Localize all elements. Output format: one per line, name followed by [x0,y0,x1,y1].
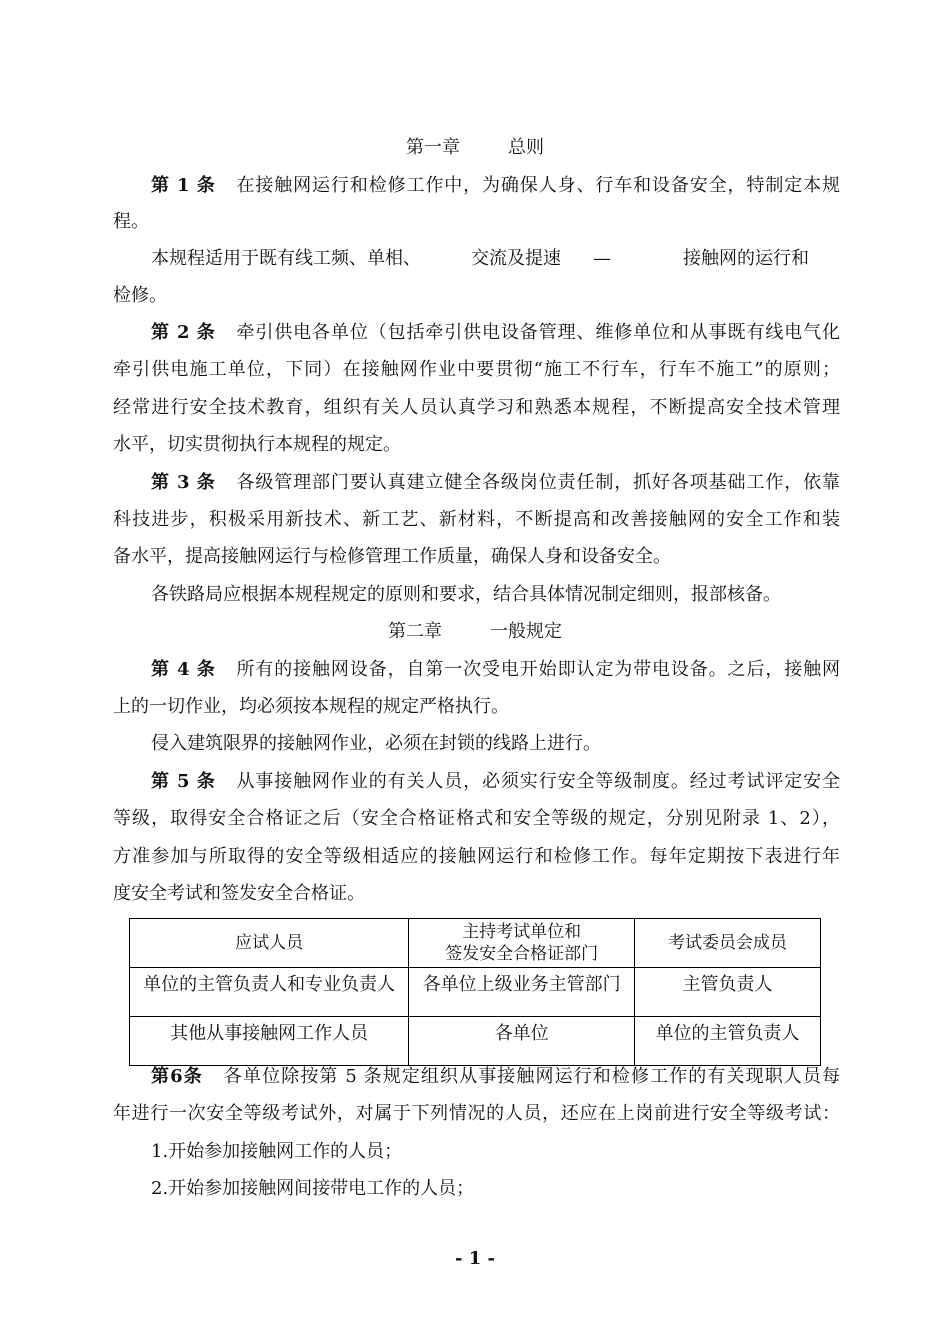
article-number: 第 3 条 [151,472,216,493]
chapter-number: 第一章 [406,137,460,158]
article-4-note: 侵入建筑限界的接触网作业，必须在封锁的线路上进行。 [151,733,601,754]
article-2-line-1: 第 2 条 牵引供电各单位（包括牵引供电设备管理、维修单位和从事既有线电气化 [151,322,840,343]
article-number: 第6条 [151,1066,203,1087]
article-3-note: 各铁路局应根据本规程规定的原则和要求，结合具体情况制定细则，报部核备。 [151,584,781,605]
header-host-unit: 主持考试单位和 签发安全合格证部门 [409,919,635,968]
scope-line-2: 检修。 [113,285,167,306]
scope-line-1: 本规程适用于既有线工频、单相、 交流及提速 — 接触网的运行和 [151,248,809,269]
table-cell: 单位的主管负责人 [635,1017,821,1066]
chapter-number: 第二章 [388,621,442,642]
table-cell: 各单位上级业务主管部门 [409,968,635,1017]
list-item: 2.开始参加接触网间接带电工作的人员； [151,1178,475,1199]
table-row [130,1017,821,1066]
article-3-line-1: 第 3 条 各级管理部门要认真建立健全各级岗位责任制，抓好各项基础工作，依靠 [151,472,840,493]
chapter-2-heading [0,620,950,644]
table-header-row [130,919,821,968]
article-number: 第 5 条 [151,771,216,792]
article-4-line-1: 第 4 条 所有的接触网设备，自第一次受电开始即认定为带电设备。之后，接触网 [151,659,840,680]
article-5-line-1: 第 5 条 从事接触网作业的有关人员，必须实行安全等级制度。经过考试评定安全 [151,771,840,792]
article-3-line-3: 备水平，提高接触网运行与检修管理工作质量，确保人身和设备安全。 [113,546,671,567]
chapter-title: 总则 [508,137,544,158]
article-number: 第 2 条 [151,322,216,343]
article-4-line-2: 上的一切作业，均必须按本规程的规定严格执行。 [113,696,509,717]
table-row [130,968,821,1017]
article-6-line-1: 第6条 各单位除按第 5 条规定组织从事接触网运行和检修工作的有关现职人员每 [151,1066,840,1087]
article-6-line-2: 年进行一次安全等级考试外，对属于下列情况的人员，还应在上岗前进行安全等级考试： [113,1103,840,1124]
article-5-line-2: 等级，取得安全合格证之后（安全合格证格式和安全等级的规定，分别见附录 1、2）， [113,808,840,829]
chapter-1-heading [0,136,950,160]
article-5-line-3: 方准参加与所取得的安全等级相适应的接触网运行和检修工作。每年定期按下表进行年 [113,846,840,867]
article-2-line-4: 水平，切实贯彻执行本规程的规定。 [113,434,401,455]
exam-table [129,918,821,1066]
article-1-line-1: 第 1 条 在接触网运行和检修工作中，为确保人身、行车和设备安全，特制定本规 [151,175,840,196]
article-2-line-2: 牵引供电施工单位，下同）在接触网作业中要贯彻“施工不行车，行车不施工”的原则； [113,359,840,380]
table-cell: 主管负责人 [635,968,821,1017]
table-cell: 各单位 [409,1017,635,1066]
chapter-title: 一般规定 [490,621,562,642]
list-item: 1.开始参加接触网工作的人员； [151,1141,403,1162]
article-number: 第 1 条 [151,175,216,196]
table-cell: 其他从事接触网工作人员 [130,1017,409,1066]
article-number: 第 4 条 [151,659,216,680]
page-number: - 1 - [455,1248,495,1269]
header-committee: 考试委员会成员 [635,919,821,968]
table-cell: 单位的主管负责人和专业负责人 [130,968,409,1017]
article-3-line-2: 科技进步，积极采用新技术、新工艺、新材料，不断提高和改善接触网的安全工作和装 [113,509,840,530]
article-5-line-4: 度安全考试和签发安全合格证。 [113,883,365,904]
article-1-line-2: 程。 [113,211,149,232]
header-examinee: 应试人员 [130,919,409,968]
article-2-line-3: 经常进行安全技术教育，组织有关人员认真学习和熟悉本规程，不断提高安全技术管理 [113,397,840,418]
